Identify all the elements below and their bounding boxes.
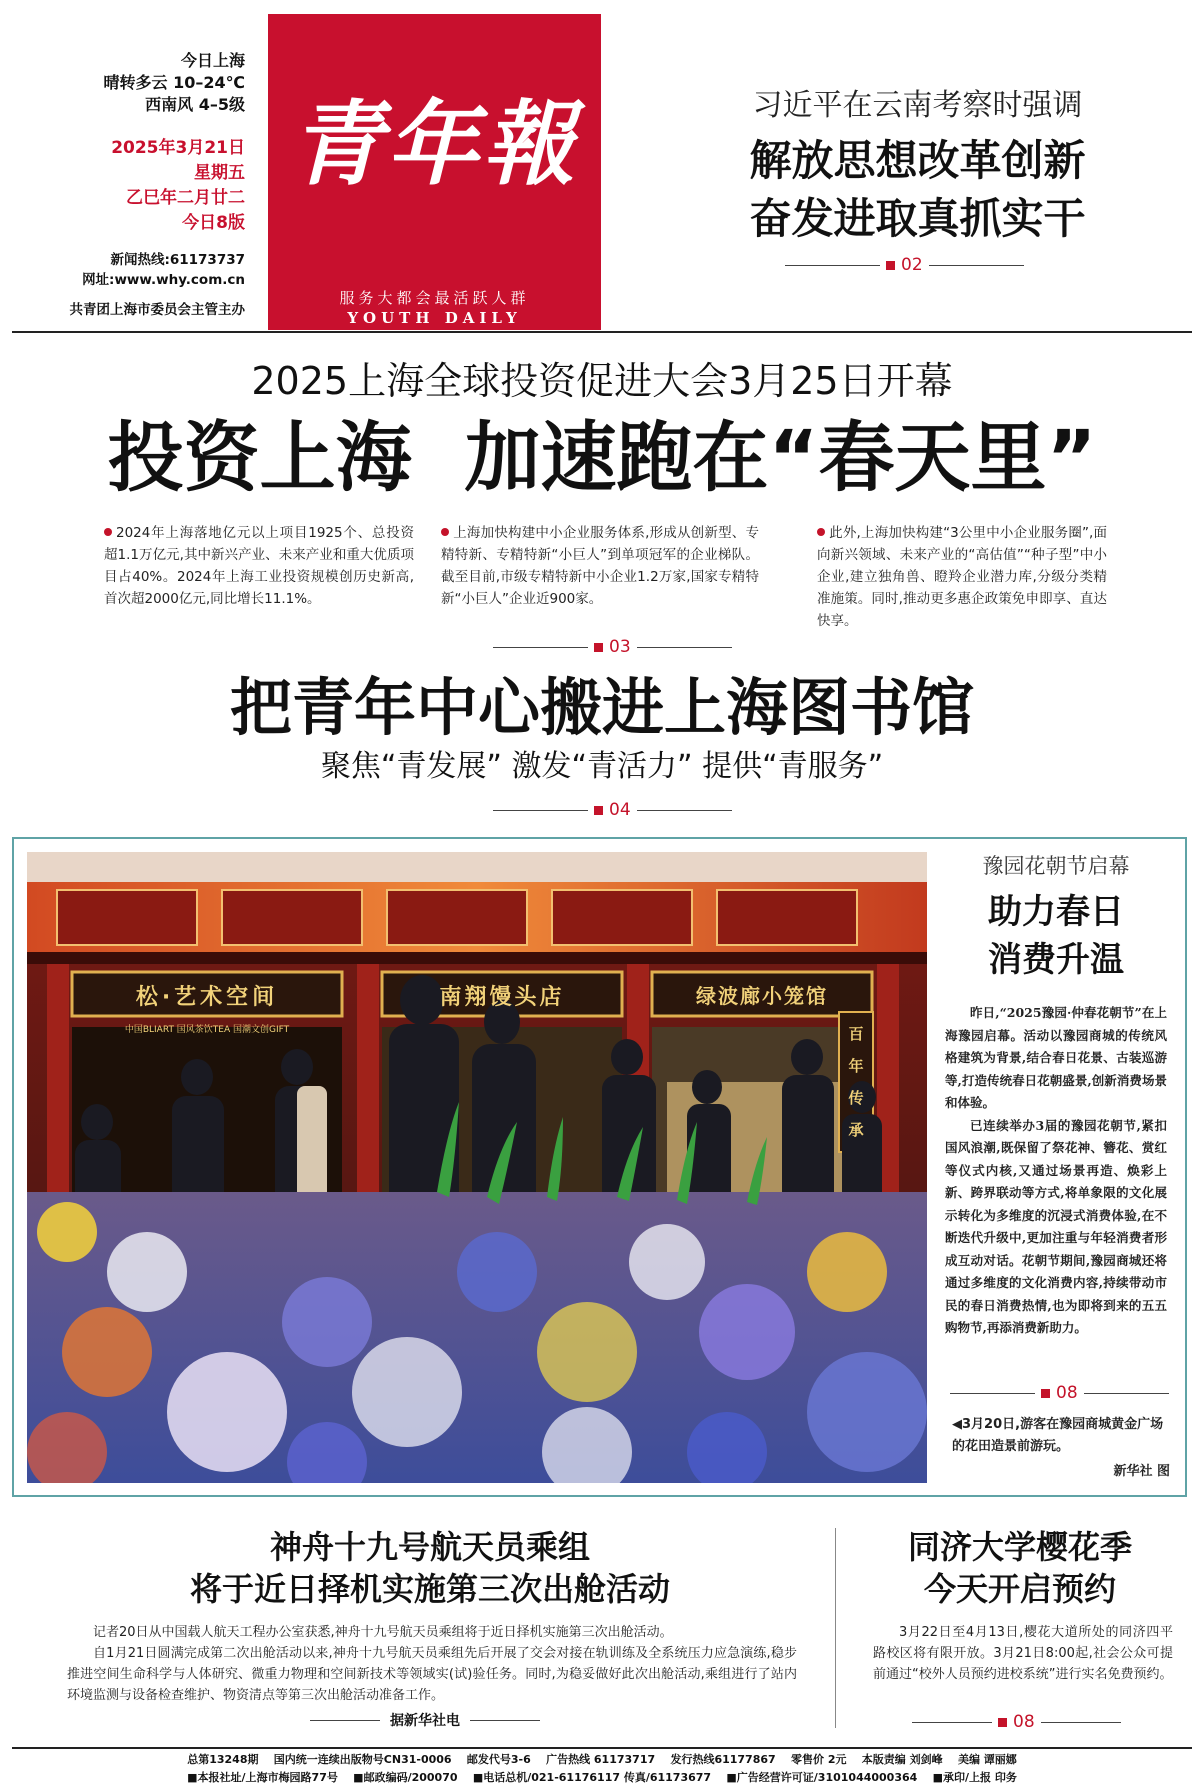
feature-headline-2[interactable]: 消费升温 <box>988 940 1124 980</box>
library-subtitle: 聚焦“青发展” 激发“青活力” 提供“青服务” <box>320 749 884 784</box>
bullet-dot <box>104 528 112 536</box>
top-right-headline-2: 奋发进取真抓实干 <box>749 194 1086 243</box>
page-ref-02[interactable]: 02 <box>785 255 1024 275</box>
shenzhou-source: 据新华社电 <box>310 1710 540 1730</box>
weather-condition: 晴转多云 10–24℃ <box>103 73 245 92</box>
photo-caption: ◀3月20日,游客在豫园商城黄金广场的花田造景前游玩。 <box>952 1417 1164 1454</box>
weather-wind: 西南风 4–5级 <box>145 95 245 114</box>
feature-photo[interactable] <box>27 852 927 1483</box>
shenzhou-body <box>67 1622 797 1706</box>
page-ref-04[interactable]: 04 <box>493 800 732 820</box>
page-ref-08-feature[interactable]: 08 <box>950 1383 1169 1403</box>
footer-line-1: 总第13248期 国内统一连续出版物号CN31-0006 邮发代号3-6 广告热线 61173717 发行热线61177867 零售价 2元 本版责编 刘剑峰 美编 谭丽娜 <box>187 1753 1017 1766</box>
issue-weekday: 星期五 <box>194 163 245 183</box>
shop-sign-art-space-sub: 中国BLIART 国风茶饮TEA 国潮文创GIFT <box>124 1025 290 1035</box>
bullet-dot <box>817 528 825 536</box>
tongji-headline-1: 同济大学樱花季 <box>907 1528 1132 1566</box>
library-headline[interactable]: 把青年中心搬进上海图书馆 <box>229 671 974 744</box>
issue-date: 2025年3月21日 <box>111 138 245 158</box>
top-right-story[interactable] <box>640 86 1195 248</box>
lead-column-3: 此外,上海加快构建“3公里中小企业服务圈”,面向新兴领域、未来产业的“高估值”“种子型”中小企业,建立独角兽、瞪羚企业潜力库,分级分类精准施策。同时,推动更多惠企政策免申即享、直达快享。 <box>817 525 1107 629</box>
issue-pages: 今日8版 <box>182 213 245 233</box>
footer-line-2: ■本报社址/上海市梅园路77号 ■邮政编码/200070 ■电话总机/021-61176117 传真/61173677 ■广告经营许可证/3101044000364 ■承印/上报 印务 <box>187 1771 1017 1784</box>
lead-headline[interactable]: 投资上海 加速跑在“春天里” <box>107 413 1097 502</box>
masthead-left-info <box>30 50 245 290</box>
top-right-headline-1: 解放思想改革创新 <box>749 136 1086 185</box>
logo-text: 青年報 <box>290 90 579 198</box>
feature-side-text <box>945 852 1167 1340</box>
masthead-logo-block <box>268 14 601 330</box>
masthead-divider <box>12 331 1192 333</box>
news-hotline: 新闻热线:61173737 <box>110 252 245 268</box>
shenzhou-headline-1: 神舟十九号航天员乘组 <box>269 1528 590 1566</box>
weather-title: 今日上海 <box>180 51 245 70</box>
feature-body-2: 已连续举办3届的豫园花朝节,紧扣国风浪潮,既保留了祭花神、簪花、赏红等仪式内核,又通过场景再造、焕彩上新、跨界联动等方式,将单象限的文化展示转化为多维度的沉浸式消费体验,在不断迭代升级中,更加注重与年轻消费者形成互动对话。花朝节期间,豫园商城还将通过多维度的文化消费内容,持续带动市民的春日消费热情,也为即将到来的五五购物节,再添消费新助力。 <box>945 1117 1167 1335</box>
issue-lunar-date: 乙巳年二月廿二 <box>126 188 245 208</box>
photo-illustration <box>27 852 927 1483</box>
logo-english-name: YOUTH DAILY <box>347 309 522 327</box>
footer-divider <box>12 1747 1192 1749</box>
feature-kicker: 豫园花朝节启幕 <box>982 854 1130 878</box>
lead-column-2: 上海加快构建中小企业服务体系,形成从创新型、专精特新、专精特新“小巨人”到单项冠军的企业梯队。截至目前,市级专精特新中小企业1.2万家,国家专精特新“小巨人”企业近900家。 <box>441 525 759 607</box>
feature-headline-1[interactable]: 助力春日 <box>988 892 1124 932</box>
shop-sign-nanxiang: 南翔馒头店 <box>439 985 565 1010</box>
lead-subtitle: 2025上海全球投资促进大会3月25日开幕 <box>251 359 953 403</box>
photo-credit: 新华社 图 <box>1113 1464 1170 1479</box>
tongji-body: 3月22日至4月13日,樱花大道所处的同济四平路校区将有限开放。3月21日8:00起,社会公众可提前通过“校外人员预约进校系统”进行实名免费预约。 <box>873 1625 1173 1682</box>
website[interactable]: 网址:www.why.com.cn <box>82 272 245 288</box>
top-right-kicker: 习近平在云南考察时强调 <box>752 88 1083 123</box>
page-ref-03[interactable]: 03 <box>493 637 732 657</box>
shenzhou-headline-block[interactable] <box>40 1526 820 1610</box>
logo-slogan: 服务大都会最活跃人群 <box>339 289 530 307</box>
feature-body-1: 昨日,“2025豫园·仲春花朝节”在上海豫园启幕。活动以豫园商城的传统风格建筑为背景,结合春日花景、古装巡游等,打造传统春日花朝盛景,创新消费场景和体验。 <box>945 1005 1167 1110</box>
bottom-column-divider <box>835 1528 836 1728</box>
shenzhou-headline-2: 将于近日择机实施第三次出舱活动 <box>189 1570 670 1608</box>
shop-sign-lvbolang: 绿波廊小笼馆 <box>696 984 828 1008</box>
page-ref-08-tongji[interactable]: 08 <box>912 1712 1121 1732</box>
sponsor-line: 共青团上海市委员会主管主办 <box>69 302 245 318</box>
tongji-headline-block[interactable] <box>845 1526 1195 1610</box>
shop-sign-centennial: 百年传承 <box>848 1025 864 1139</box>
shop-sign-art-space: 松·艺术空间 <box>135 985 279 1010</box>
lead-column-1: 2024年上海落地亿元以上项目1925个、总投资超1.1万亿元,其中新兴产业、未来产业和重大优质项目占40%。2024年上海工业投资规模创历史新高,首次超2000亿元,同比增长11.1%。 <box>104 525 414 607</box>
shenzhou-body-1: 记者20日从中国载人航天工程办公室获悉,神舟十九号航天员乘组将于近日择机实施第三次出舱活动。 <box>93 1625 673 1640</box>
tongji-headline-2: 今天开启预约 <box>923 1570 1116 1608</box>
bullet-dot <box>441 528 449 536</box>
shenzhou-body-2: 自1月21日圆满完成第二次出舱活动以来,神舟十九号航天员乘组先后开展了交会对接在轨训练及全系统压力应急演练,稳步推进空间生命科学与人体研究、微重力物理和空间新技术等领域实(试)验任务。同时,为稳妥做好此次出舱活动,乘组进行了站内环境监测与设备检查维护、物资清点等第三次出舱活动准备工作。 <box>67 1646 797 1703</box>
